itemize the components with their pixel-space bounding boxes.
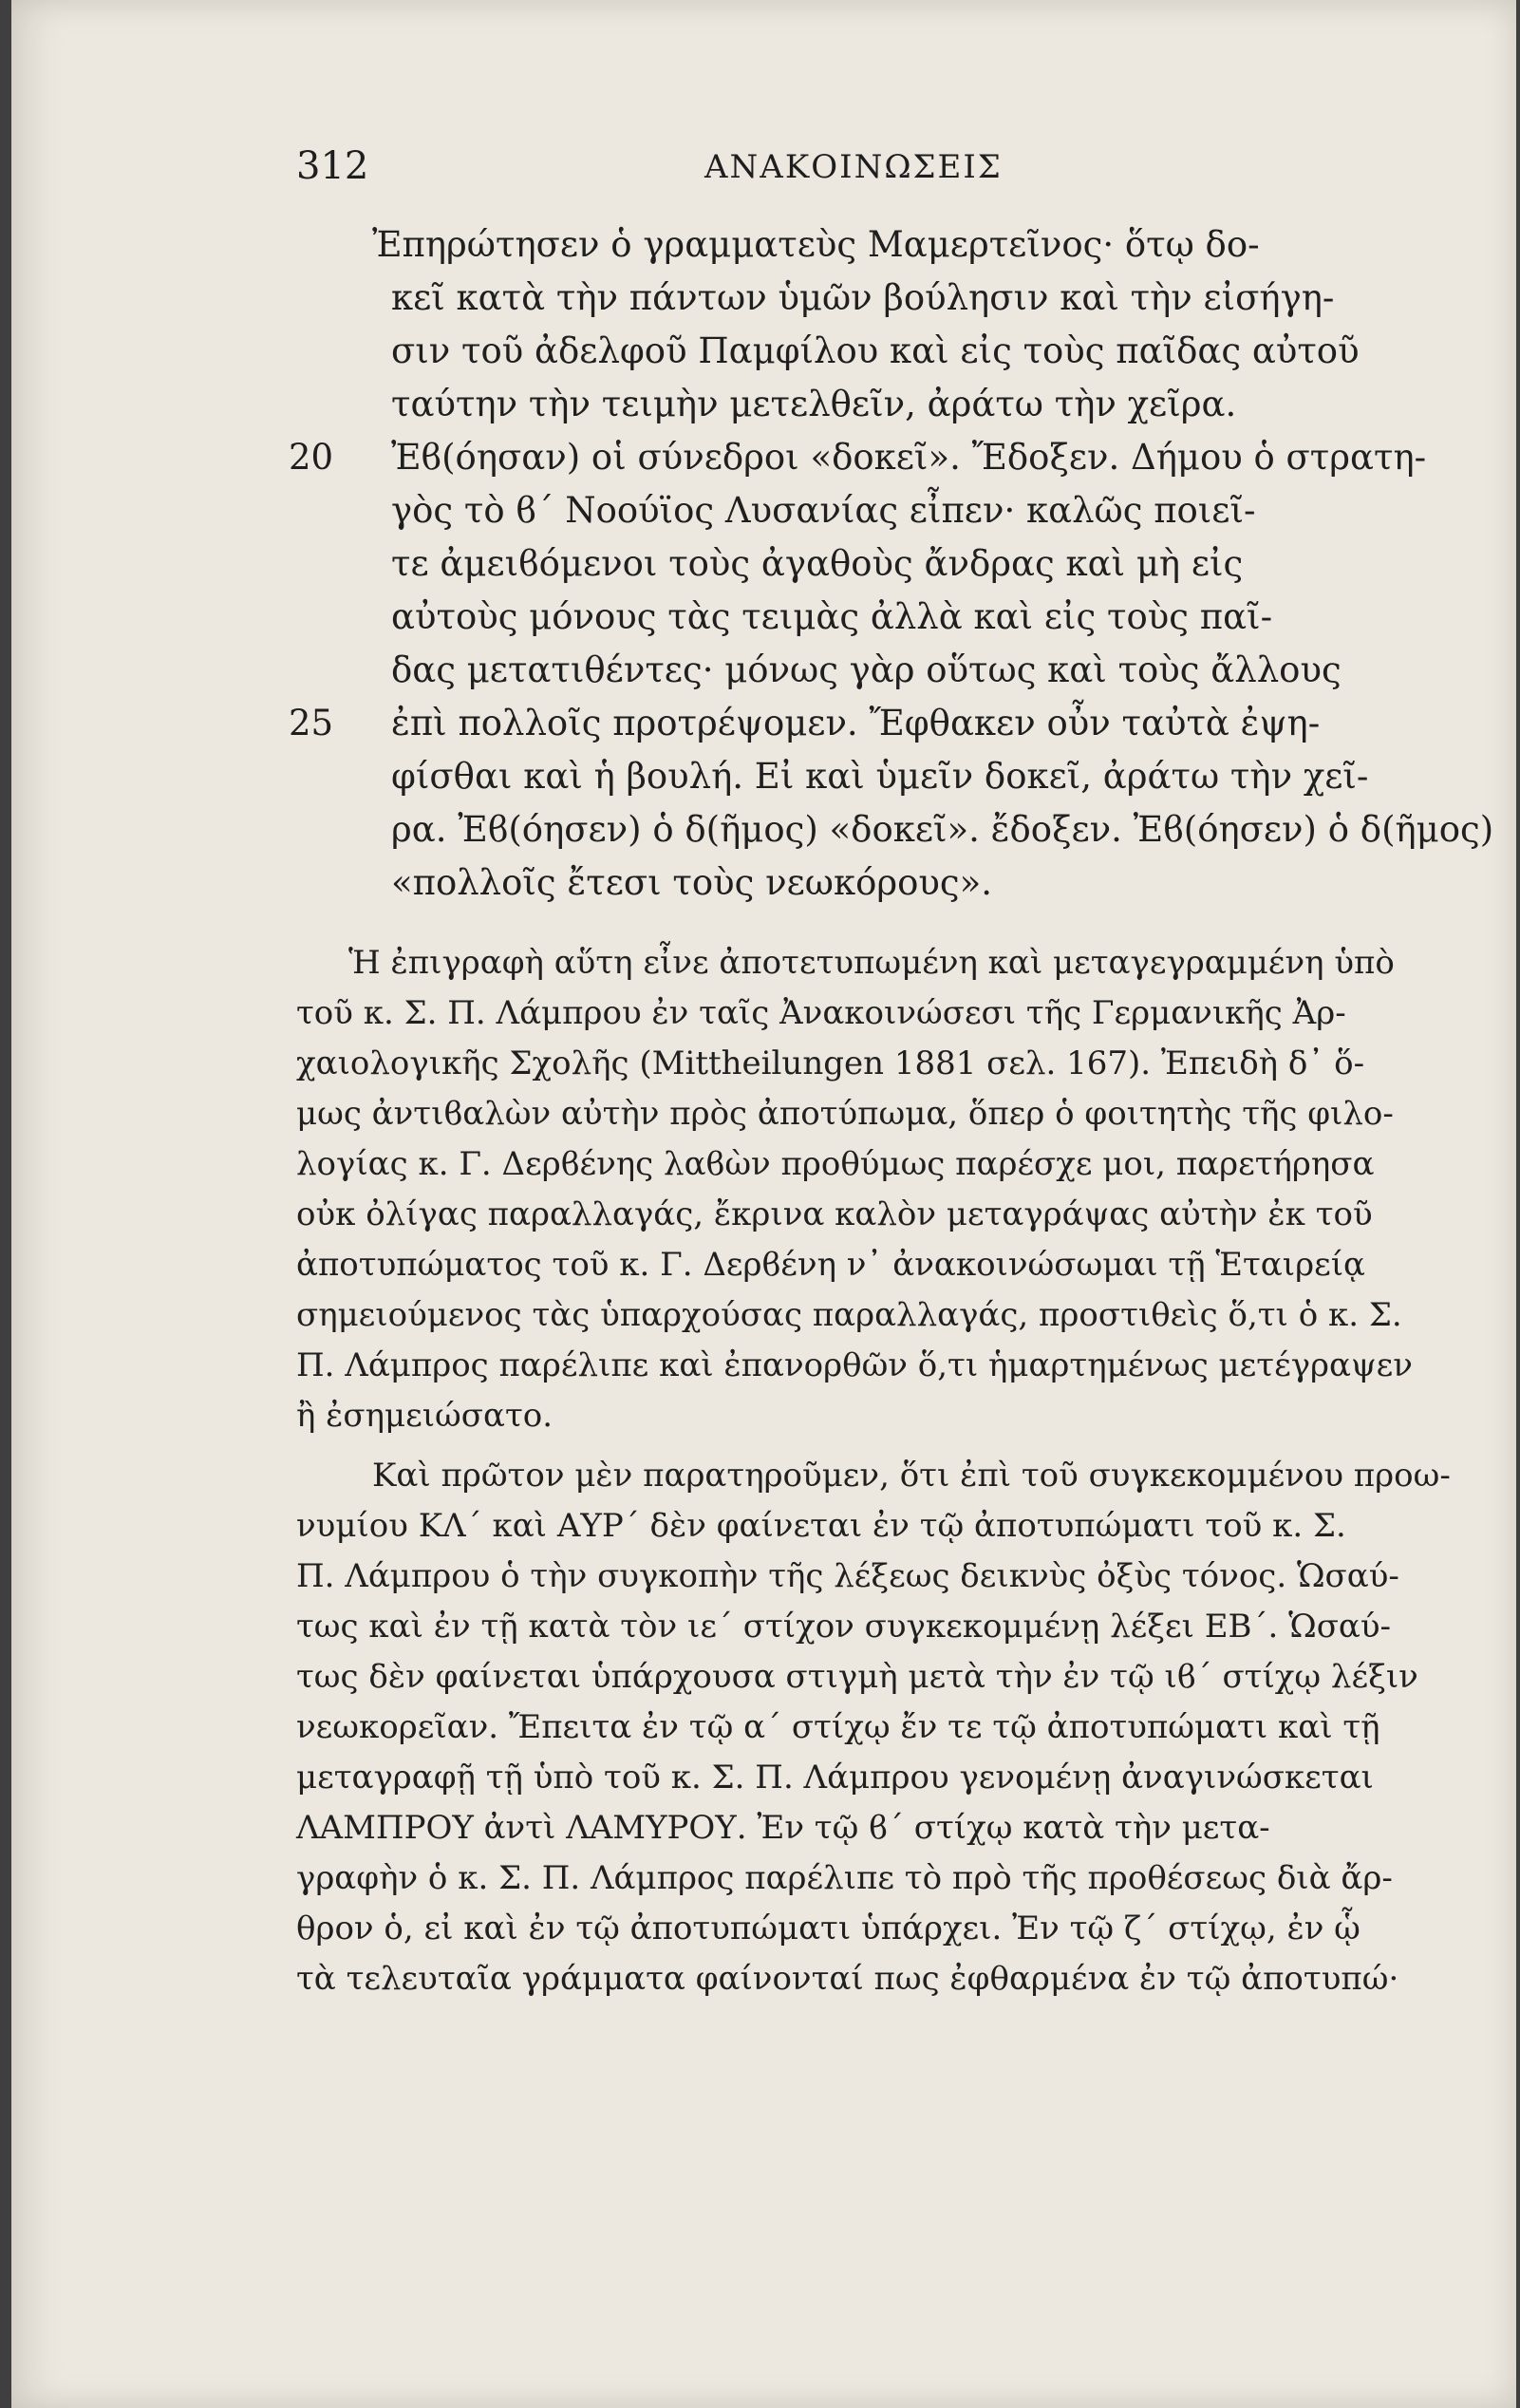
text-line — [296, 378, 1464, 431]
text-line — [296, 218, 1464, 272]
inscription-block — [289, 218, 1494, 910]
text-line: χαιολογικῆς Σχολῆς (Mittheilungen 1881 σελ. 167). Ἐπειδὴ δ᾽ ὅ- — [296, 1044, 1365, 1082]
text-line: τὰ τελευταῖα γράμματα φαίνονταί πως ἐφθαρμένα ἐν τῷ ἀποτυπώ· — [296, 1960, 1399, 1998]
line-text: γὸς τὸ ϐ΄ Νοούϊος Λυσανίας εἶπεν· καλῶς ποιεῖ- — [391, 490, 1256, 531]
line-text: κεῖ κατὰ τὴν πάντων ὑμῶν βούλησιν καὶ τὴν εἰσήγη- — [391, 277, 1335, 318]
text-line: τως δὲν φαίνεται ὑπάρχουσα στιγμὴ μετὰ τὴν ἐν τῷ ιϐ΄ στίχῳ λέξιν — [296, 1658, 1418, 1696]
text-line — [296, 537, 1464, 591]
text-line: θρον ὁ, εἰ καὶ ἐν τῷ ἀποτυπώματι ὑπάρχει. Ἐν τῷ ζ΄ στίχῳ, ἐν ᾧ — [296, 1909, 1360, 1947]
line-text: ρα. Ἐϐ(όησεν) ὁ δ(ῆμος) «δοκεῖ». ἔδοξεν. Ἐϐ(όησεν) ὁ δ(ῆμος) — [391, 809, 1494, 850]
book-page — [11, 0, 1516, 2408]
text-line — [289, 431, 1464, 484]
text-line — [296, 856, 1464, 910]
line-text: Ἐπηρώτησεν ὁ γραμματεὺς Μαμερτεῖνος· ὅτῳ δο- — [372, 224, 1260, 265]
line-text: «πολλοῖς ἔτεσι τοὺς νεωκόρους». — [391, 862, 993, 903]
line-number: 25 — [289, 703, 334, 743]
commentary-paragraph-1 — [296, 938, 1464, 1441]
text-line: Π. Λάμπρου ὁ τὴν συγκοπὴν τῆς λέξεως δεικνὺς ὀξὺς τόνος. Ὡσαύ- — [296, 1557, 1399, 1595]
text-line: μως ἀντιϐαλὼν αὐτὴν πρὸς ἀποτύπωμα, ὅπερ ὁ φοιτητὴς τῆς φιλο- — [296, 1095, 1394, 1133]
page-body — [289, 218, 1494, 2004]
line-text: ἐπὶ πολλοῖς προτρέψομεν. Ἔφθακεν οὖν ταὐτὰ ἐψη- — [391, 703, 1321, 743]
text-line: σημειούμενος τὰς ὑπαρχούσας παραλλαγάς, προστιθεὶς ὅ,τι ὁ κ. Σ. — [296, 1296, 1402, 1334]
text-line: Π. Λάμπρος παρέλιπε καὶ ἐπανορθῶν ὅ,τι ἡμαρτημένως μετέγραψεν — [296, 1346, 1413, 1384]
line-text: αὐτοὺς μόνους τὰς τειμὰς ἀλλὰ καὶ εἰς τοὺς παῖ- — [391, 596, 1273, 637]
text-line: νυμίου ΚΛ΄ καὶ ΑΥΡ΄ δὲν φαίνεται ἐν τῷ ἀποτυπώματι τοῦ κ. Σ. — [296, 1507, 1346, 1545]
line-number: 20 — [289, 437, 334, 478]
running-head: ΑΝΑΚΟΙΝΩΣΕΙΣ — [704, 148, 1003, 186]
text-line: μεταγραφῇ τῇ ὑπὸ τοῦ κ. Σ. Π. Λάμπρου γενομένῃ ἀναγινώσκεται — [296, 1759, 1374, 1797]
page-number: 312 — [296, 144, 369, 188]
text-line — [296, 644, 1464, 697]
text-line — [289, 697, 1464, 750]
text-line: νεωκορεῖαν. Ἔπειτα ἐν τῷ α΄ στίχῳ ἔν τε τῷ ἀποτυπώματι καὶ τῇ — [296, 1708, 1380, 1746]
text-line: ἀποτυπώματος τοῦ κ. Γ. Δερϐένη ν᾽ ἀνακοινώσωμαι τῇ Ἑταιρείᾳ — [296, 1246, 1365, 1284]
text-line — [296, 325, 1464, 378]
line-text: ταύτην τὴν τειμὴν μετελθεῖν, ἀράτω τὴν χεῖρα. — [391, 384, 1237, 424]
text-line — [296, 591, 1464, 644]
text-line — [296, 272, 1464, 325]
text-line: λογίας κ. Γ. Δερϐένης λαϐὼν προθύμως παρέσχε μοι, παρετήρησα — [296, 1145, 1375, 1183]
text-line — [296, 750, 1464, 803]
text-line — [296, 484, 1464, 537]
text-line: τοῦ κ. Σ. Π. Λάμπρου ἐν ταῖς Ἀνακοινώσεσι τῆς Γερμανικῆς Ἀρ- — [296, 994, 1346, 1032]
text-line: οὐκ ὀλίγας παραλλαγάς, ἔκρινα καλὸν μεταγράψας αὐτὴν ἐκ τοῦ — [296, 1195, 1373, 1233]
text-line: ἢ ἐσημειώσατο. — [296, 1397, 554, 1435]
text-line — [296, 803, 1494, 856]
commentary-paragraph-2 — [296, 1451, 1464, 2004]
line-text: Ἐϐ(όησαν) οἱ σύνεδροι «δοκεῖ». Ἔδοξεν. Δήμου ὁ στρατη- — [391, 437, 1427, 478]
line-text: φίσθαι καὶ ἡ βουλή. Εἰ καὶ ὑμεῖν δοκεῖ, ἀράτω τὴν χεῖ- — [391, 756, 1369, 797]
line-text: σιν τοῦ ἀδελφοῦ Παμφίλου καὶ εἰς τοὺς παῖδας αὐτοῦ — [391, 330, 1360, 371]
text-line: ΛΑΜΠΡΟΥ ἀντὶ ΛΑΜΥΡΟΥ. Ἐν τῷ ϐ΄ στίχῳ κατὰ τὴν μετα- — [296, 1809, 1270, 1847]
text-line: Καὶ πρῶτον μὲν παρατηροῦμεν, ὅτι ἐπὶ τοῦ συγκεκομμένου προω- — [372, 1457, 1451, 1495]
page-header — [11, 144, 1516, 201]
line-text: δας μετατιθέντες· μόνως γὰρ οὕτως καὶ τοὺς ἄλλους — [391, 649, 1342, 690]
text-line: τως καὶ ἐν τῇ κατὰ τὸν ιε΄ στίχον συγκεκομμένῃ λέξει ΕΒ΄. Ὡσαύ- — [296, 1608, 1392, 1646]
text-line: Ἡ ἐπιγραφὴ αὕτη εἶνε ἀποτετυπωμένη καὶ μεταγεγραμμένη ὑπὸ — [348, 944, 1395, 982]
text-line: γραφὴν ὁ κ. Σ. Π. Λάμπρος παρέλιπε τὸ πρὸ τῆς προθέσεως διὰ ἄρ- — [296, 1859, 1393, 1897]
line-text: τε ἀμειϐόμενοι τοὺς ἀγαθοὺς ἄνδρας καὶ μὴ εἰς — [391, 543, 1244, 584]
